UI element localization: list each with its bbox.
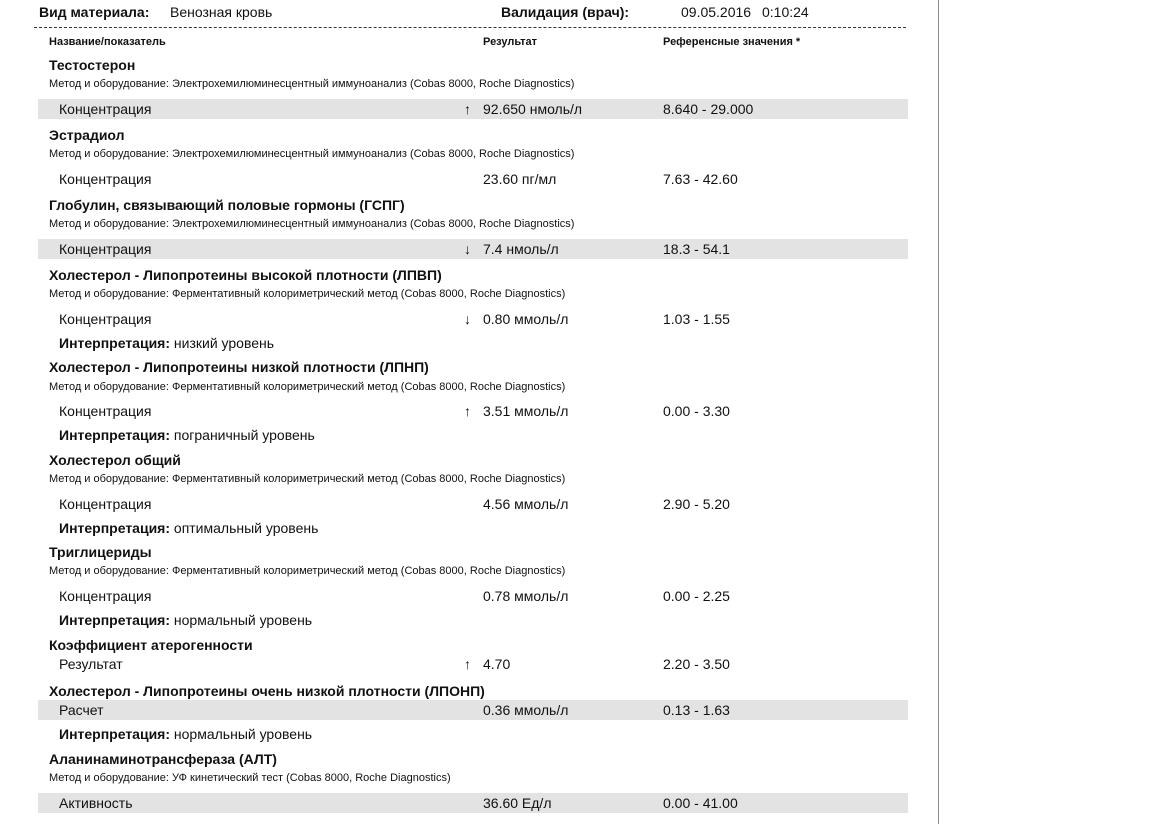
interpretation-label: Интерпретация: (59, 427, 171, 443)
result-label: Концентрация (59, 311, 152, 327)
result-value: 36.60 Ед/л (483, 795, 552, 811)
test-method: Метод и оборудование: Ферментативный колориметрический метод (Cobas 8000, Roche Diagnostics) (49, 473, 566, 485)
test-title: Глобулин, связывающий половые гормоны (ГСПГ) (49, 197, 405, 213)
test-method: Метод и оборудование: УФ кинетический тест (Cobas 8000, Roche Diagnostics) (49, 772, 451, 784)
result-value: 4.56 ммоль/л (483, 496, 569, 512)
result-row (38, 401, 908, 421)
result-label: Концентрация (59, 171, 152, 187)
result-value: 0.36 ммоль/л (483, 702, 569, 718)
result-row (38, 586, 908, 606)
interpretation (59, 335, 274, 351)
interpretation-label: Интерпретация: (59, 335, 171, 351)
material-value: Венозная кровь (170, 4, 273, 20)
result-value: 0.78 ммоль/л (483, 588, 569, 604)
test-title: Холестерол общий (49, 452, 181, 468)
reference-range: 0.00 - 2.25 (663, 588, 730, 604)
result-row (38, 700, 908, 720)
result-row (38, 239, 908, 259)
reference-range: 1.03 - 1.55 (663, 311, 730, 327)
reference-range: 0.13 - 1.63 (663, 702, 730, 718)
page-edge (938, 0, 939, 824)
interpretation-value: низкий уровень (173, 335, 275, 351)
interpretation-label: Интерпретация: (59, 726, 171, 742)
reference-range: 2.90 - 5.20 (663, 496, 730, 512)
result-label: Концентрация (59, 403, 152, 419)
validation-time: 0:10:24 (762, 4, 809, 20)
result-value: 0.80 ммоль/л (483, 311, 569, 327)
interpretation (59, 427, 315, 443)
interpretation (59, 726, 312, 742)
interpretation-value: пограничный уровень (173, 427, 315, 443)
reference-range: 0.00 - 3.30 (663, 403, 730, 419)
arrow-down-icon: ↓ (464, 311, 471, 327)
result-row (38, 654, 908, 674)
result-label: Концентрация (59, 241, 152, 257)
test-title: Холестерол - Липопротеины низкой плотности (ЛПНП) (49, 359, 429, 375)
test-method: Метод и оборудование: Электрохемилюминесцентный иммуноанализ (Cobas 8000, Roche Diagnostics) (49, 78, 575, 90)
test-title: Коэффициент атерогенности (49, 637, 253, 653)
result-label: Расчет (59, 702, 104, 718)
arrow-up-icon: ↑ (464, 656, 471, 672)
result-value: 92.650 нмоль/л (483, 101, 583, 117)
interpretation-value: нормальный уровень (173, 726, 313, 742)
arrow-up-icon: ↑ (464, 101, 471, 117)
column-header-result: Результат (483, 36, 538, 48)
test-method: Метод и оборудование: Ферментативный колориметрический метод (Cobas 8000, Roche Diagnostics) (49, 565, 566, 577)
result-label: Активность (59, 795, 133, 811)
result-row (38, 309, 908, 329)
arrow-down-icon: ↓ (464, 241, 471, 257)
test-title: Эстрадиол (49, 127, 125, 143)
validation-label: Валидация (врач): (501, 4, 630, 20)
test-title: Холестерол - Липопротеины очень низкой плотности (ЛПОНП) (49, 683, 485, 699)
result-label: Концентрация (59, 588, 152, 604)
test-method: Метод и оборудование: Ферментативный колориметрический метод (Cobas 8000, Roche Diagnostics) (49, 288, 566, 300)
result-value: 4.70 (483, 656, 511, 672)
validation-date: 09.05.2016 (681, 4, 752, 20)
result-value: 23.60 пг/мл (483, 171, 557, 187)
test-title: Аланинаминотрансфераза (АЛТ) (49, 751, 277, 767)
test-title: Холестерол - Липопротеины высокой плотности (ЛПВП) (49, 267, 442, 283)
result-value: 3.51 ммоль/л (483, 403, 569, 419)
interpretation-label: Интерпретация: (59, 520, 171, 536)
reference-range: 7.63 - 42.60 (663, 171, 738, 187)
result-row (38, 169, 908, 189)
arrow-up-icon: ↑ (464, 403, 471, 419)
reference-range: 18.3 - 54.1 (663, 241, 730, 257)
interpretation (59, 520, 318, 536)
result-label: Концентрация (59, 496, 152, 512)
result-row (38, 99, 908, 119)
result-row (38, 494, 908, 514)
interpretation (59, 612, 312, 628)
material-label: Вид материала: (39, 4, 150, 20)
result-row (38, 793, 908, 813)
header-divider (34, 27, 906, 28)
reference-range: 8.640 - 29.000 (663, 101, 754, 117)
test-method: Метод и оборудование: Электрохемилюминесцентный иммуноанализ (Cobas 8000, Roche Diagnostics) (49, 218, 575, 230)
report-header (0, 0, 938, 24)
column-header-reference: Референсные значения * (663, 36, 801, 48)
reference-range: 0.00 - 41.00 (663, 795, 738, 811)
column-header-name: Название/показатель (49, 36, 166, 48)
test-method: Метод и оборудование: Ферментативный колориметрический метод (Cobas 8000, Roche Diagnostics) (49, 381, 566, 393)
reference-range: 2.20 - 3.50 (663, 656, 730, 672)
interpretation-value: оптимальный уровень (173, 520, 319, 536)
test-title: Тестостерон (49, 57, 136, 73)
test-method: Метод и оборудование: Электрохемилюминесцентный иммуноанализ (Cobas 8000, Roche Diagnostics) (49, 148, 575, 160)
test-title: Триглицериды (49, 544, 152, 560)
result-label: Результат (59, 656, 123, 672)
interpretation-label: Интерпретация: (59, 612, 171, 628)
result-label: Концентрация (59, 101, 152, 117)
interpretation-value: нормальный уровень (173, 612, 313, 628)
result-value: 7.4 нмоль/л (483, 241, 559, 257)
